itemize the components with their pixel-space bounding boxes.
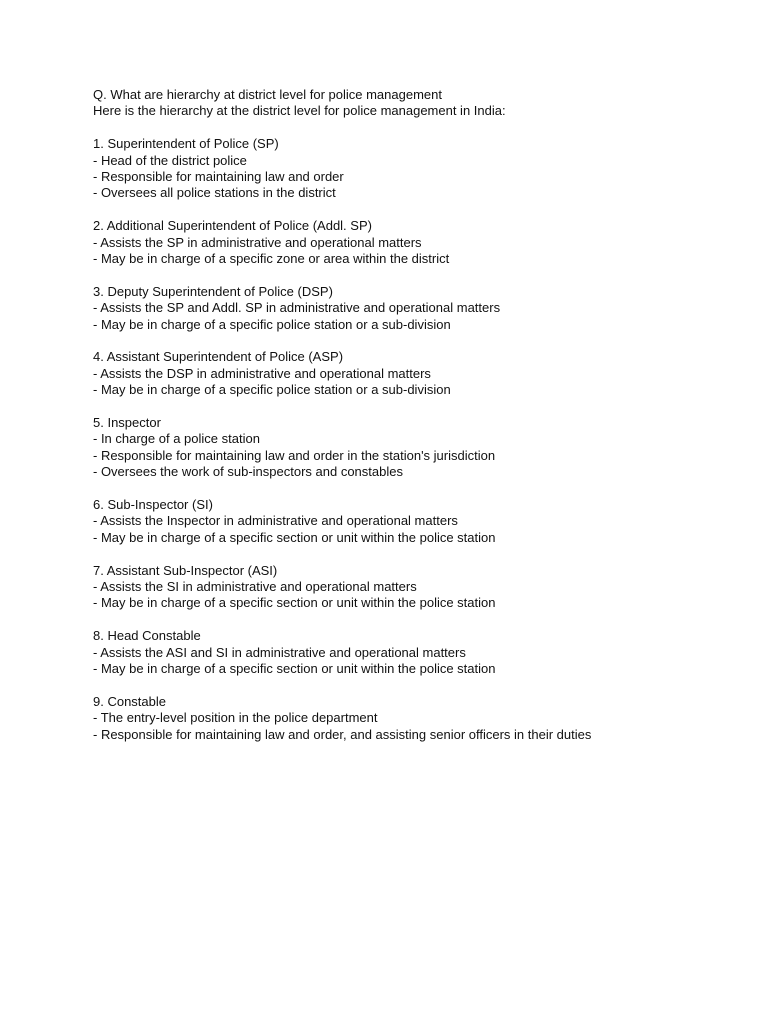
section-point: - May be in charge of a specific police station or a sub-division xyxy=(93,382,451,398)
section-point: - May be in charge of a specific section or unit within the police station xyxy=(93,529,496,545)
section-sp xyxy=(93,136,733,202)
section-inspector xyxy=(93,415,733,481)
section-heading: 5. Inspector xyxy=(93,415,161,431)
section-point: - Responsible for maintaining law and order xyxy=(93,169,344,185)
section-point: - Assists the SP in administrative and operational matters xyxy=(93,234,422,250)
section-point: - The entry-level position in the police department xyxy=(93,710,378,726)
section-point: - Assists the SP and Addl. SP in administrative and operational matters xyxy=(93,300,501,316)
section-point: - May be in charge of a specific section or unit within the police station xyxy=(93,661,496,677)
section-si xyxy=(93,497,733,546)
section-point: - Head of the district police xyxy=(93,152,247,168)
section-heading: 4. Assistant Superintendent of Police (ASP) xyxy=(93,349,344,365)
section-point: - In charge of a police station xyxy=(93,431,260,447)
section-heading: 1. Superintendent of Police (SP) xyxy=(93,136,279,152)
section-point: - Assists the ASI and SI in administrative and operational matters xyxy=(93,644,466,660)
section-point: - Assists the SI in administrative and operational matters xyxy=(93,579,417,595)
section-point: - Assists the Inspector in administrative and operational matters xyxy=(93,513,458,529)
section-head-constable xyxy=(93,628,733,677)
section-asp xyxy=(93,349,733,398)
section-point: - Responsible for maintaining law and order in the station's jurisdiction xyxy=(93,447,496,463)
section-point: - Oversees all police stations in the district xyxy=(93,185,336,201)
section-addl-sp xyxy=(93,218,733,267)
question-line: Q. What are hierarchy at district level for police management xyxy=(93,87,442,102)
section-heading: 7. Assistant Sub-Inspector (ASI) xyxy=(93,562,278,578)
section-heading: 3. Deputy Superintendent of Police (DSP) xyxy=(93,283,333,299)
section-heading: 6. Sub-Inspector (SI) xyxy=(93,497,213,513)
section-heading: 2. Additional Superintendent of Police (Addl. SP) xyxy=(93,218,372,234)
section-point: - May be in charge of a specific section or unit within the police station xyxy=(93,595,496,611)
document-page xyxy=(93,87,733,743)
section-point: - May be in charge of a specific zone or area within the district xyxy=(93,251,450,267)
section-point: - Responsible for maintaining law and order, and assisting senior officers in their duties xyxy=(93,726,592,742)
intro-line: Here is the hierarchy at the district level for police management in India: xyxy=(93,103,506,119)
section-heading: 9. Constable xyxy=(93,693,166,709)
section-heading: 8. Head Constable xyxy=(93,628,201,644)
section-point: - May be in charge of a specific police station or a sub-division xyxy=(93,316,451,332)
section-dsp xyxy=(93,284,733,333)
section-point: - Oversees the work of sub-inspectors and constables xyxy=(93,464,403,480)
section-point: - Assists the DSP in administrative and operational matters xyxy=(93,365,431,381)
section-constable xyxy=(93,694,733,743)
section-asi xyxy=(93,563,733,612)
